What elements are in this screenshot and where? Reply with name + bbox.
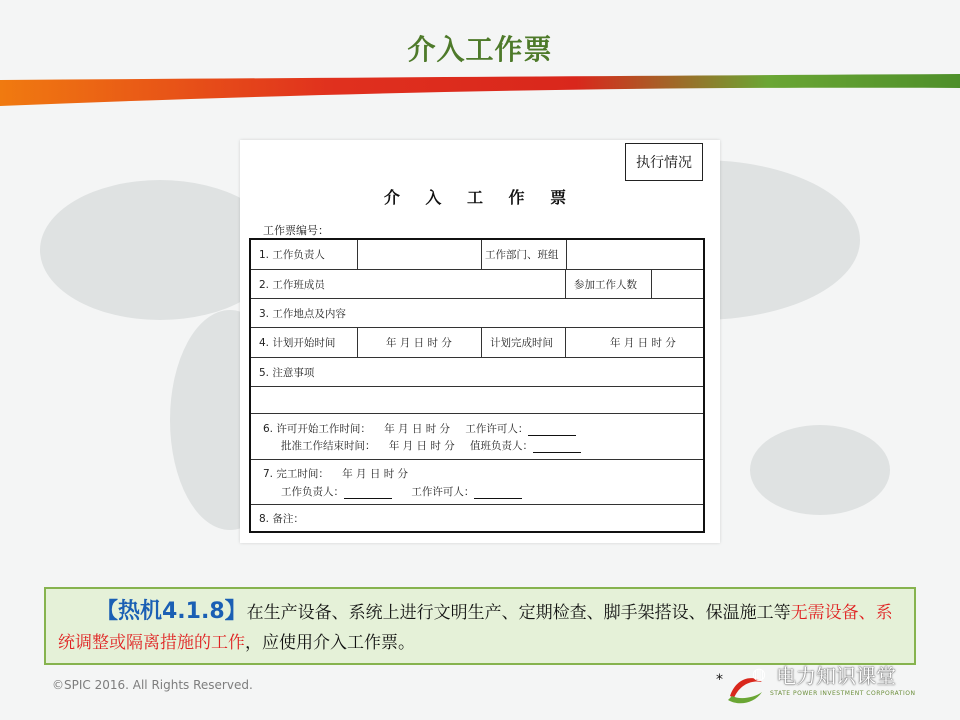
form-row-3	[251, 299, 703, 328]
document-title: 介 入 工 作 票	[383, 188, 577, 207]
signature-blank	[344, 498, 392, 499]
date-format: 年 月 日 时 分	[388, 440, 455, 452]
field-label: 5. 注意事项	[259, 366, 315, 379]
signature-blank	[528, 435, 576, 436]
field-label: 工作部门、班组	[481, 240, 566, 269]
date-format: 年 月 日 时 分	[342, 468, 409, 480]
signature-blank	[533, 452, 581, 453]
field-label: 工作许可人：	[411, 486, 475, 498]
permit-start-line	[263, 421, 576, 436]
work-ticket-document	[240, 140, 720, 543]
slide-title: 介入工作票	[407, 33, 553, 66]
field-value	[566, 240, 703, 269]
copyright-notice: ©SPIC 2016. All Rights Reserved.	[52, 678, 253, 692]
field-label: 2. 工作班成员	[259, 278, 325, 291]
form-row-6	[251, 414, 703, 460]
header-swoosh	[0, 70, 960, 120]
completion-sign-line	[281, 484, 522, 499]
field-label: 值班负责人：	[470, 440, 534, 452]
form-row-8	[251, 505, 703, 531]
field-label: 参加工作人数	[565, 270, 651, 298]
signature-blank	[474, 498, 522, 499]
field-value	[357, 240, 481, 269]
date-format: 年 月 日 时 分	[384, 423, 451, 435]
field-label: 计划完成时间	[481, 328, 565, 357]
rule-text-end: ，应使用介入工作票。	[245, 633, 415, 653]
footnote-star: *	[716, 672, 723, 688]
field-label: 8. 备注：	[259, 512, 304, 525]
ticket-number-label: 工作票编号：	[263, 224, 329, 237]
rule-text: 在生产设备、系统上进行文明生产、定期检查、脚手架搭设、保温施工等	[246, 603, 791, 623]
completion-time-line	[263, 466, 408, 481]
field-label: 3. 工作地点及内容	[259, 307, 346, 320]
execution-status-box: 执行情况	[625, 143, 703, 181]
ticket-form-table	[249, 238, 705, 533]
field-label: 4. 计划开始时间	[259, 337, 336, 349]
field-label: 批准工作结束时间：	[281, 440, 376, 452]
rule-highlight: 无需设备、系统调整或隔离措施的工作	[58, 603, 893, 653]
field-label: 工作负责人：	[281, 486, 344, 498]
date-format: 年 月 日 时 分	[565, 328, 703, 357]
field-label: 7. 完工时间：	[263, 468, 329, 480]
field-label: 6. 许可开始工作时间：	[263, 423, 371, 435]
form-row-4	[251, 328, 703, 358]
form-row-5-blank	[251, 387, 703, 414]
date-format: 年 月 日 时 分	[357, 328, 481, 357]
form-row-1	[251, 240, 703, 270]
logo-english-name: STATE POWER INVESTMENT CORPORATION	[770, 690, 916, 697]
form-row-2	[251, 270, 703, 299]
wechat-icon: ◍	[752, 664, 766, 683]
field-label: 工作许可人：	[465, 423, 529, 435]
watermark-text: 电力知识课堂	[776, 664, 896, 688]
approve-end-line	[281, 438, 581, 453]
rule-reference-tag: 【热机4.1.8】	[96, 599, 247, 624]
field-value	[651, 270, 703, 298]
form-row-5	[251, 358, 703, 387]
rule-callout-box	[44, 587, 916, 665]
field-label: 1. 工作负责人	[259, 249, 325, 261]
form-row-7	[251, 460, 703, 505]
